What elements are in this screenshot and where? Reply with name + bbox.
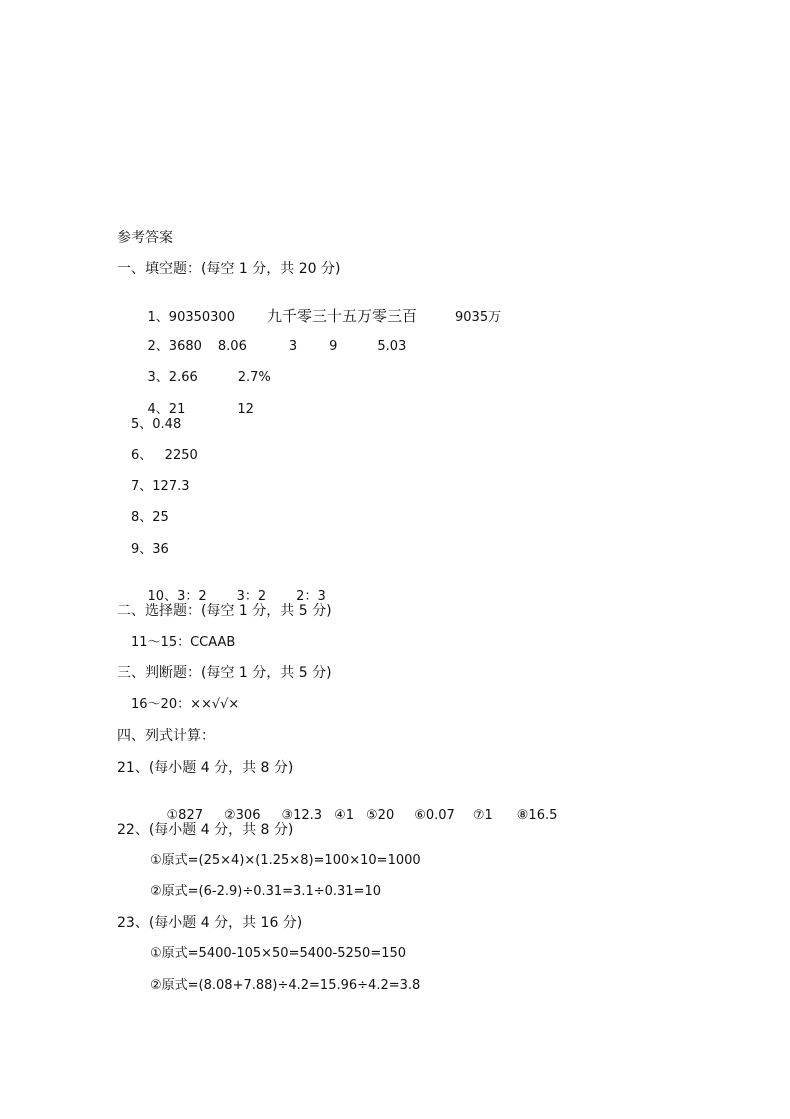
answer-21-3: ③12.3 [281,808,323,823]
page-title: 参考答案 [117,230,173,246]
section-1-heading: 一、填空题：(每空 1 分，共 20 分) [117,261,341,277]
answer-3-b: 2.7% [237,370,271,385]
question-23-line-1: ①原式=5400-105×50=5400-5250=150 [150,946,407,961]
answer-5: 5、0.48 [131,417,182,432]
answer-1-chinese: 九千零三十五万零三百 [266,307,417,325]
answer-4-a: 4、21 [147,402,186,417]
answer-21-1: ①827 [166,808,203,823]
answer-2-b: 8.06 [217,339,247,354]
answer-21-2: ②306 [224,808,261,823]
answer-21-7: ⑦1 [472,808,493,823]
question-22-line-1: ①原式=(25×4)×(1.25×8)=100×10=1000 [150,853,421,868]
section-4-heading: 四、列式计算： [117,728,215,744]
answer-7: 7、127.3 [131,479,190,494]
answer-2-d: 9 [329,339,338,354]
answer-1-wan: 9035万 [455,310,502,325]
section-2-heading: 二、选择题：(每空 1 分，共 5 分) [117,603,332,619]
answer-21-8: ⑧16.5 [516,808,558,823]
answer-4-b: 12 [237,402,254,417]
question-22-line-2: ②原式=(6-2.9)÷0.31=3.1÷0.31=10 [150,884,382,899]
answer-1-number: 1、90350300 [147,310,235,325]
question-22-heading: 22、(每小题 4 分，共 8 分) [117,822,294,838]
section-2-answer: 11～15：CCAAB [131,635,236,650]
answer-2-c: 3 [288,339,298,354]
answer-6: 6、 2250 [131,448,198,463]
question-23-heading: 23、(每小题 4 分，共 16 分) [117,915,303,931]
answer-10-a: 10、3：2 [147,589,207,604]
answer-21-6: ⑥0.07 [414,808,455,823]
answer-21-4: ④1 [334,808,355,823]
section-3-answer: 16～20：××√√× [131,697,240,712]
answer-10-c: 2：3 [296,589,326,604]
section-3-heading: 三、判断题：(每空 1 分，共 5 分) [117,665,332,681]
answer-2-e: 5.03 [377,339,407,354]
answer-3-a: 3、2.66 [147,370,198,385]
question-21-heading: 21、(每小题 4 分，共 8 分) [117,760,294,776]
answer-2-a: 2、3680 [147,339,202,354]
answer-21-5: ⑤20 [366,808,395,823]
question-23-line-2: ②原式=(8.08+7.88)÷4.2=15.96÷4.2=3.8 [150,978,421,993]
answer-8: 8、25 [131,510,169,525]
answer-10-b: 3：2 [236,589,267,604]
answer-9: 9、36 [131,542,169,557]
